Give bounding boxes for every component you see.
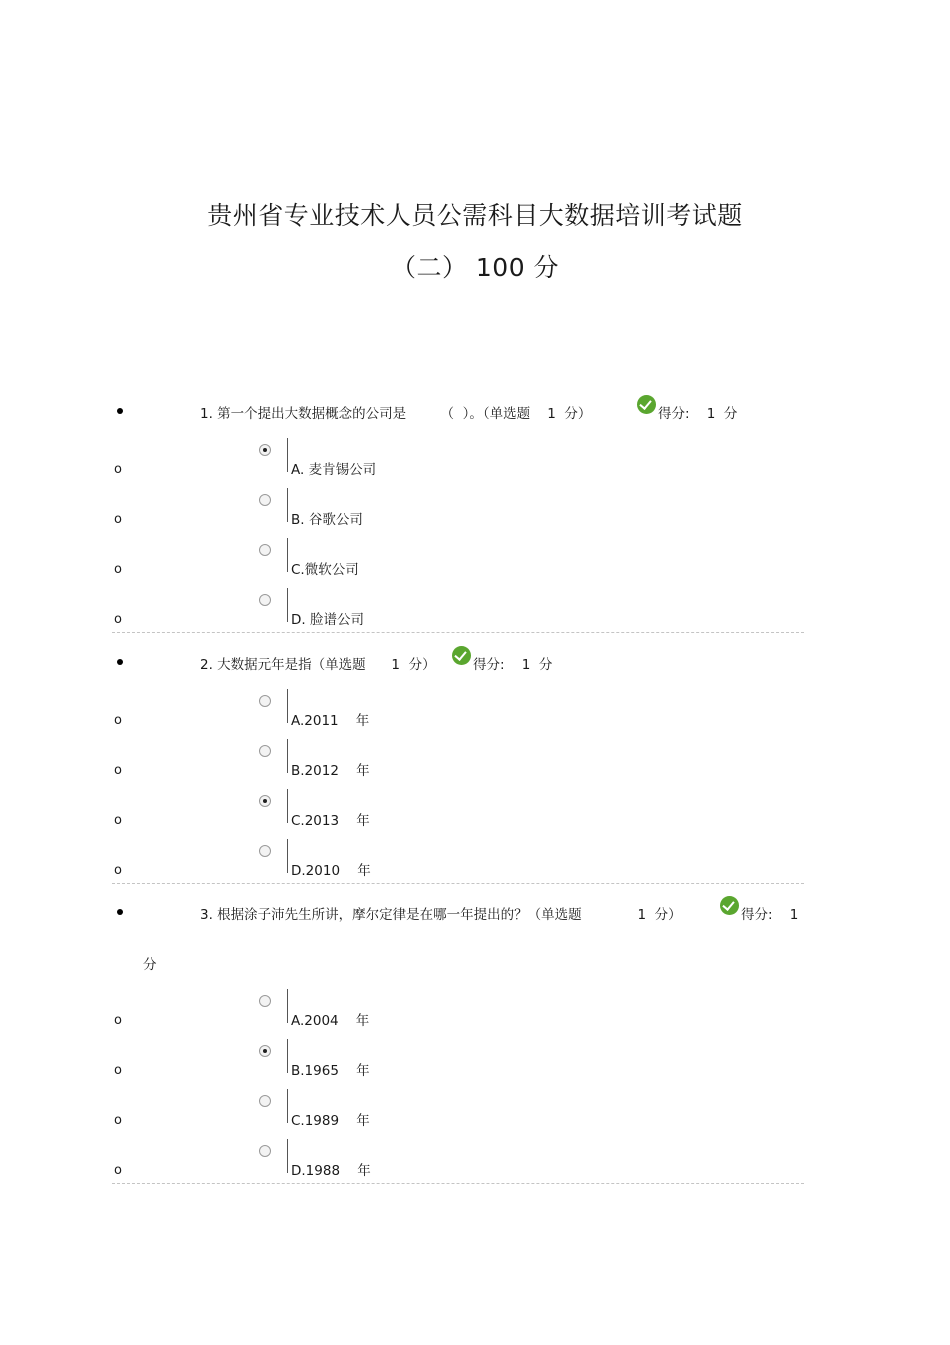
question-text: 1. 第一个提出大数据概念的公司是 （ ）。（单选题 1 分） — [200, 406, 592, 422]
divider — [287, 1139, 288, 1173]
radio-button[interactable] — [259, 845, 271, 857]
list-marker: o — [114, 512, 122, 527]
question-text: 2. 大数据元年是指（单选题 1 分） — [200, 657, 436, 673]
score-text: 得分: 1 — [741, 907, 799, 923]
bullet-icon — [117, 408, 123, 414]
page-title: 贵州省专业技术人员公需科目大数据培训考试题 — [207, 201, 743, 230]
list-marker: o — [114, 612, 122, 627]
option-row — [0, 438, 950, 482]
radio-button[interactable] — [259, 1045, 271, 1057]
divider — [287, 739, 288, 773]
question-text: 3. 根据涂子沛先生所讲，摩尔定律是在哪一年提出的？（单选题 1 分） — [200, 907, 682, 923]
page-subtitle: （二） 100 分 — [390, 253, 560, 282]
option-label: C.1989 年 — [291, 1113, 370, 1129]
radio-button[interactable] — [259, 1145, 271, 1157]
option-row — [0, 1039, 950, 1083]
option-label: B. 谷歌公司 — [291, 512, 363, 528]
divider — [287, 538, 288, 572]
option-row — [0, 488, 950, 532]
score-text-continued: 分 — [143, 957, 157, 973]
radio-button[interactable] — [259, 544, 271, 556]
option-row — [0, 789, 950, 833]
radio-button[interactable] — [259, 594, 271, 606]
option-row — [0, 839, 950, 883]
divider — [287, 488, 288, 522]
option-label: D.1988 年 — [291, 1163, 371, 1179]
radio-button[interactable] — [259, 494, 271, 506]
score-text: 得分: 1 分 — [473, 657, 553, 673]
option-row — [0, 989, 950, 1033]
check-icon — [720, 896, 739, 915]
option-row — [0, 538, 950, 582]
divider — [287, 789, 288, 823]
bullet-icon — [117, 659, 123, 665]
option-row — [0, 739, 950, 783]
list-marker: o — [114, 1163, 122, 1178]
list-marker: o — [114, 1013, 122, 1028]
divider — [287, 1089, 288, 1123]
question-separator — [112, 632, 804, 633]
option-label: A.2004 年 — [291, 1013, 370, 1029]
score-text: 得分: 1 分 — [658, 406, 738, 422]
option-label: C.微软公司 — [291, 562, 359, 578]
list-marker: o — [114, 1113, 122, 1128]
option-row — [0, 689, 950, 733]
list-marker: o — [114, 813, 122, 828]
bullet-icon — [117, 909, 123, 915]
divider — [287, 588, 288, 622]
divider — [287, 1039, 288, 1073]
divider — [287, 438, 288, 472]
radio-button[interactable] — [259, 995, 271, 1007]
option-row — [0, 1139, 950, 1183]
radio-button[interactable] — [259, 444, 271, 456]
radio-button[interactable] — [259, 745, 271, 757]
divider — [287, 839, 288, 873]
list-marker: o — [114, 863, 122, 878]
divider — [287, 689, 288, 723]
list-marker: o — [114, 462, 122, 477]
radio-button[interactable] — [259, 695, 271, 707]
option-label: D.2010 年 — [291, 863, 371, 879]
option-row — [0, 1089, 950, 1133]
radio-button[interactable] — [259, 1095, 271, 1107]
check-icon — [637, 395, 656, 414]
option-label: C.2013 年 — [291, 813, 370, 829]
list-marker: o — [114, 763, 122, 778]
question-separator — [112, 1183, 804, 1184]
option-label: B.2012 年 — [291, 763, 370, 779]
radio-button[interactable] — [259, 795, 271, 807]
check-icon — [452, 646, 471, 665]
option-label: A.2011 年 — [291, 713, 370, 729]
question-separator — [112, 883, 804, 884]
list-marker: o — [114, 562, 122, 577]
divider — [287, 989, 288, 1023]
option-label: D. 脸谱公司 — [291, 612, 364, 628]
option-label: A. 麦肯锡公司 — [291, 462, 377, 478]
list-marker: o — [114, 1063, 122, 1078]
list-marker: o — [114, 713, 122, 728]
option-row — [0, 588, 950, 632]
option-label: B.1965 年 — [291, 1063, 370, 1079]
